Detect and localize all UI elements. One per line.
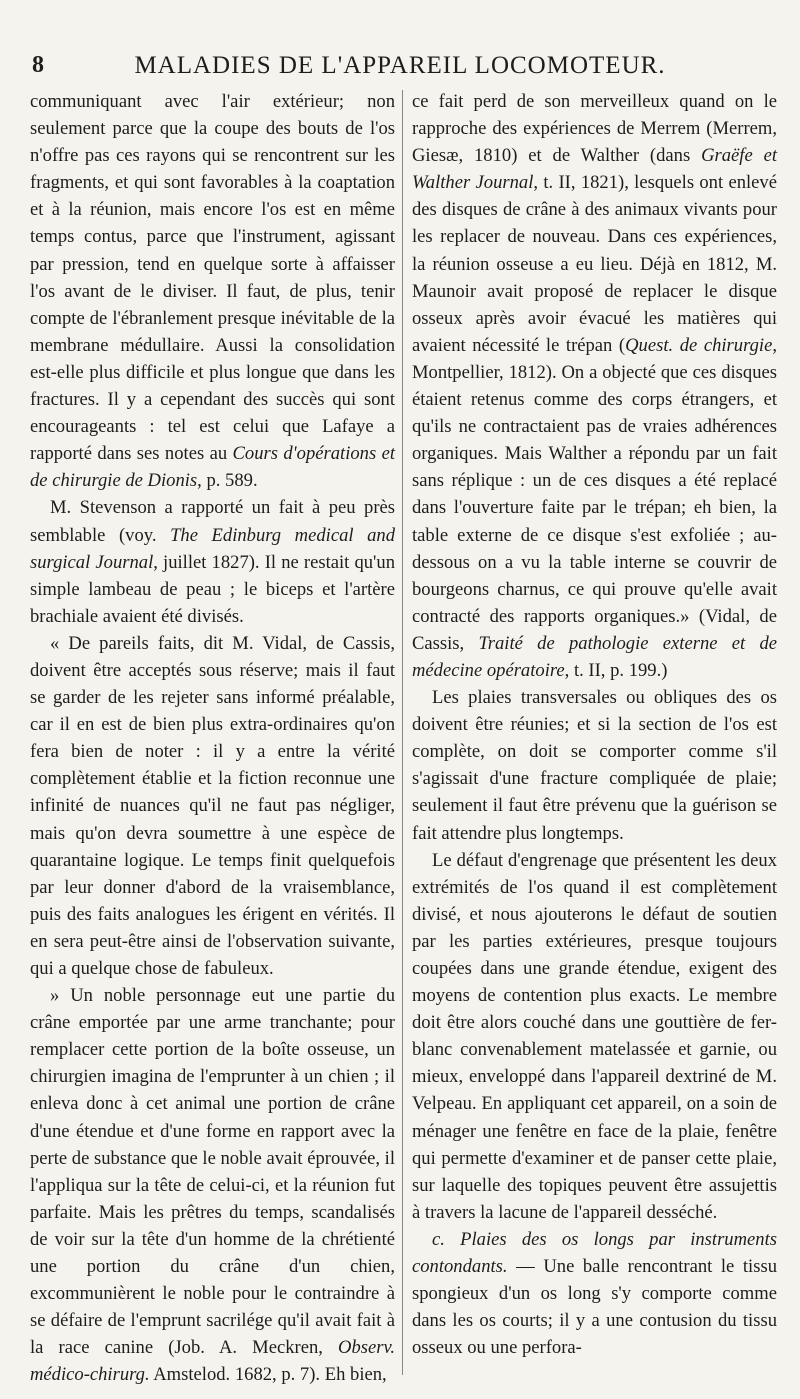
column-divider: [402, 90, 403, 1375]
text-run: , t. II, 1821), lesquels ont enlevé des disques de crâne à des animaux vivants pour les replacer de nouveau. Dans ces expériences, la réunion osseuse a eu lieu. Déjà en 1812, M. Maunoir avait proposé de replacer le disque osseux après avoir évacué les matières qui avaient nécessité le trépan (: [412, 172, 777, 356]
text-run: communiquant avec l'air extérieur; non seulement parce que la coupe des bouts de l'os n'offre pas ces rayons qui se rencontrent sur les fragments, et qui sont favorables à la coaptation et à la réunion, mais encore l'os est en même temps contus, parce que l'instrument, agissant par pression, tend en quelque sorte à affaisser l'os avant de le diviser. Il faut, de plus, tenir compte de l'ébranlement presque inévitable de la membrane médullaire. Aussi la consolidation est-elle plus difficile et plus longue que dans les fractures. Il y a cependant des succès qui sont encourageants : tel est celui que Lafaye a rapporté dans ses notes au: [30, 91, 395, 465]
text-run: M. Stevenson a rapporté un fait à peu près semblable (voy.: [30, 497, 395, 546]
text-run: » Un noble personnage eut une partie du crâne emportée par une arme tranchante; pour remplacer cette portion de la boîte osseuse, un chirurgien imagina de l'emprunter à un chien ; il enleva donc à cet animal une portion de crâne d'une étendue et d'une forme en rapport avec la perte de substance que le noble avait éprouvée, il l'appliqua sur la tête de celui-ci, et la réunion fut parfaite. Mais les prêtres du temps, scandalisés de voir sur la tête d'un homme de la chrétienté une portion du crâne d'un chien, excommunièrent le noble pour le contraindre à se défaire de l'emprunt sacrilége qu'il avait fait à la race canine (Job. A. Meckren,: [30, 985, 396, 1359]
paragraph: Le défaut d'engrenage que présentent les deux extrémités de l'os quand il est complètement divisé, et nous ajouterons le défaut de soutien par les parties extérieures, presque toujours coupées dans une grande étendue, exigent des moyens de contention plus exacts. Le membre doit être alors couché dans une gouttière de fer-blanc convenablement matelassée et garnie, ou mieux, enveloppé dans l'appareil dextriné de M. Velpeau. En appliquant cet appareil, on a soin de ménager une fenêtre en face de la plaie, fenêtre qui permette d'examiner et de panser cette plaie, sur laquelle des topiques peuvent être assujettis à travers la lacune de l'appareil desséché.: [412, 849, 777, 1223]
running-title: MALADIES DE L'APPAREIL LOCOMOTEUR.: [134, 52, 666, 79]
left-column: [30, 88, 395, 1389]
paragraph: Les plaies transversales ou obliques des os doivent être réunies; et si la section de l'os est complète, on doit se comporter comme s'il s'agissait d'une fracture compliquée de plaie; seulement il faut être prévenu que la guérison se fait attendre plus longtemps.: [412, 687, 777, 844]
citation-title: Cours d'opérations et de chirurgie de Dionis: [30, 443, 395, 492]
citation-title: Traité de pathologie externe et de médecine opératoire: [412, 632, 777, 681]
citation-title: Observ. médico-chirurg.: [30, 1337, 395, 1386]
citation-title: The Edinburg medical and surgical Journal: [30, 524, 396, 573]
text-run: , juillet 1827). Il ne restait qu'un simple lambeau de peau ; le biceps et l'artère brachiale avaient été divisés.: [30, 551, 396, 627]
paragraph: [412, 88, 777, 684]
paragraph: « De pareils faits, dit M. Vidal, de Cassis, doivent être acceptés sous réserve; mais il faut se garder de les rejeter sans informé préalable, car il en est de bien plus extra-ordinaires qu'on fera bien de noter : il y a entre la vérité complètement établie et la fiction reconnue une infinité de nuances qu'il ne faut pas négliger, mais qu'on devra soumettre à une espèce de quarantaine logique. Le temps finit quelquefois par leur donner d'abord de la vraisemblance, puis des faits analogues les érigent en vérités. Il en sera peut-être ainsi de l'observation suivante, qui a quelque chose de fabuleux.: [30, 632, 395, 979]
text-run: Amstelod. 1682, p. 7). Eh bien,: [149, 1364, 387, 1386]
text-run: , p. 589.: [197, 470, 258, 492]
paragraph: [30, 88, 395, 494]
paragraph: [30, 982, 395, 1388]
paragraph: [30, 494, 395, 629]
citation-title: Graëfe et Walther Journal: [412, 145, 777, 194]
page-header: [30, 46, 770, 86]
paragraph: [412, 1226, 777, 1361]
citation-title: Quest. de chirurgie: [625, 334, 773, 356]
text-run: , t. II, p. 199.): [564, 659, 668, 681]
text-run: — Une balle rencontrant le tissu spongieux d'un os long s'y comporte comme dans les os courts; il y a une contusion du tissu osseux ou une perfora-: [412, 1256, 777, 1359]
text-run: ce fait perd de son merveilleux quand on le rapproche des expériences de Merrem (Merrem, Giesæ, 1810) et de Walther (dans: [412, 91, 777, 167]
text-run: , Montpellier, 1812). On a objecté que ces disques étaient retenus comme des corps étrangers, et qu'ils ne contractaient pas de vraies adhérences organiques. Mais Walther a répondu par un fait sans réplique : un de ces disques a été replacé dans l'ouverture faite par le trépan; eh bien, la table externe de ce disque s'est exfoliée ; au-dessous on a vu la table interne se couvrir de bourgeons charnus, ce qui prouve qu'elle avait contracté des rapports organiques.» (Vidal, de Cassis,: [412, 334, 777, 654]
page-number: 8: [32, 52, 44, 78]
right-column: [412, 88, 777, 1361]
section-heading: c. Plaies des os longs par instruments contondants.: [412, 1228, 777, 1278]
